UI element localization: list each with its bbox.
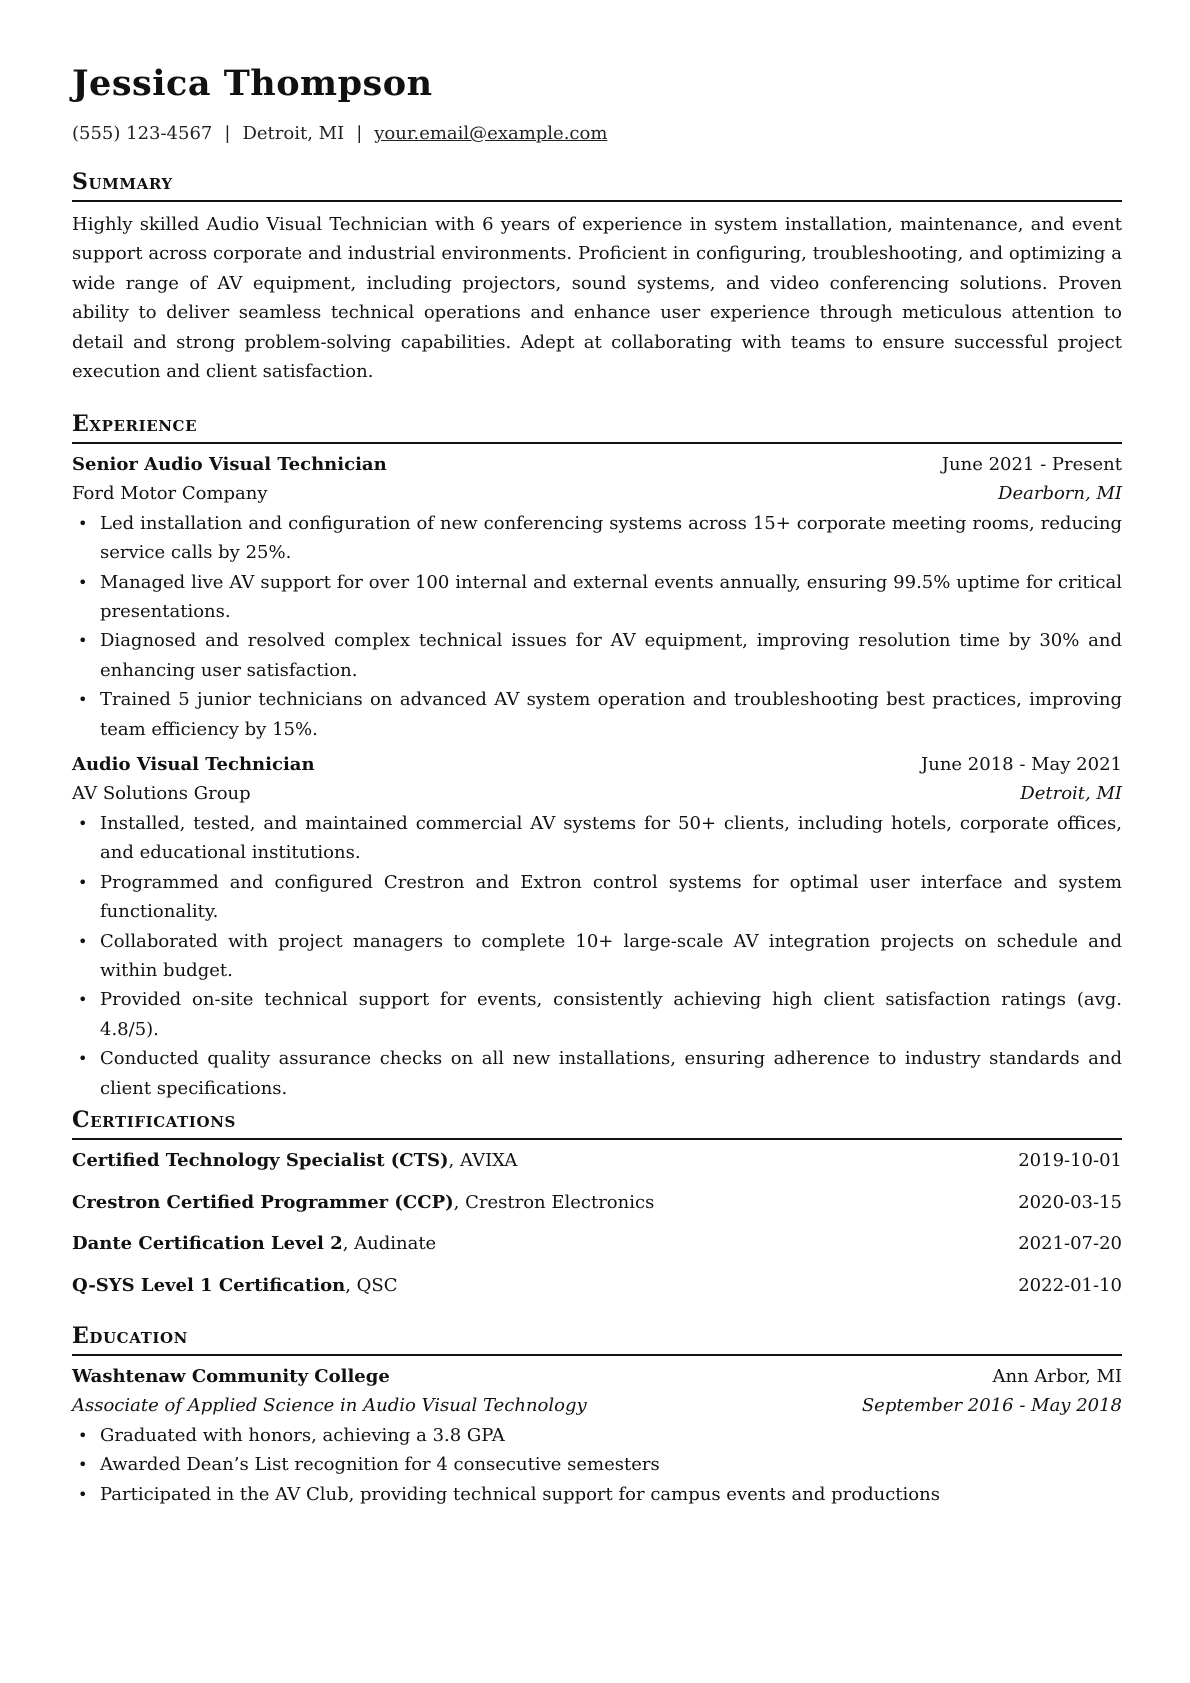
education-dates: September 2016 - May 2018: [861, 1395, 1122, 1417]
bullet-item: • Awarded Dean’s List recognition for 4 consecutive semesters: [72, 1450, 1122, 1479]
bullet-item: • Provided on-site technical support for events, consistently achieving high client satisfaction ratings (avg. 4.8/5).: [72, 985, 1122, 1044]
job-entry: [72, 750, 1122, 1103]
job-location: Detroit, MI: [1020, 783, 1122, 805]
bullet-item: • Graduated with honors, achieving a 3.8 GPA: [72, 1421, 1122, 1450]
job-company: AV Solutions Group: [72, 783, 251, 805]
cert-issuer: , QSC: [345, 1274, 398, 1296]
job-role: Audio Visual Technician: [72, 754, 315, 776]
cert-issuer: , Crestron Electronics: [453, 1191, 655, 1213]
bullet-item: • Managed live AV support for over 100 internal and external events annually, ensuring 99.5% uptime for critical presentations.: [72, 568, 1122, 627]
job-bullets: [72, 509, 1122, 744]
contact-line: [72, 122, 1122, 146]
separator: |: [356, 123, 363, 144]
job-role: Senior Audio Visual Technician: [72, 454, 387, 475]
school-location: Ann Arbor, MI: [992, 1366, 1122, 1387]
certification-row: [72, 1223, 1122, 1265]
job-dates: June 2018 - May 2021: [921, 754, 1122, 776]
cert-issuer: , AVIXA: [448, 1150, 518, 1171]
cert-date: 2022-01-10: [1018, 1274, 1122, 1296]
certification-row: [72, 1140, 1122, 1182]
section-title-summary: Summary: [72, 168, 1122, 202]
cert-name: Crestron Certified Programmer (CCP): [72, 1191, 454, 1213]
bullet-item: • Diagnosed and resolved complex technical issues for AV equipment, improving resolution time by 30% and enhancing user satisfaction.: [72, 626, 1122, 685]
cert-date: 2020-03-15: [1018, 1191, 1122, 1213]
bullet-item: • Trained 5 junior technicians on advanced AV system operation and troubleshooting best practices, improving team efficiency by 15%.: [72, 685, 1122, 744]
education-section: [72, 1322, 1122, 1509]
bullet-item: • Programmed and configured Crestron and Extron control systems for optimal user interface and system functionality.: [72, 868, 1122, 927]
cert-name: Certified Technology Specialist (CTS): [72, 1150, 449, 1171]
certification-row: [72, 1265, 1122, 1307]
cert-name: Dante Certification Level 2: [72, 1233, 343, 1254]
job-dates: June 2021 - Present: [941, 454, 1122, 475]
cert-name: Q-SYS Level 1 Certification: [72, 1274, 346, 1296]
location: Detroit, MI: [242, 123, 345, 144]
job-company: Ford Motor Company: [72, 483, 268, 505]
experience-section: [72, 410, 1122, 1103]
cert-date: 2019-10-01: [1018, 1150, 1122, 1171]
cert-issuer: , Audinate: [342, 1233, 437, 1254]
bullet-item: • Installed, tested, and maintained commercial AV systems for 50+ clients, including hotels, corporate offices, and educational institutions.: [72, 809, 1122, 868]
bullet-item: • Led installation and configuration of new conferencing systems across 15+ corporate meeting rooms, reducing service calls by 25%.: [72, 509, 1122, 568]
education-bullets: [72, 1421, 1122, 1509]
section-title-certifications: Certifications: [72, 1106, 1122, 1140]
certifications-section: [72, 1106, 1122, 1306]
job-bullets: [72, 809, 1122, 1103]
resume-page: [72, 58, 1122, 1505]
summary-text: Highly skilled Audio Visual Technician with 6 years of experience in system installation, maintenance, and event support across corporate and industrial environments. Proficient in configuring, troubleshooting, and optimizing a wide range of AV equipment, including projectors, sound systems, and video conferencing solutions. Proven ability to deliver seamless technical operations and enhance user experience through meticulous attention to detail and strong problem-solving capabilities. Adept at collaborating with teams to ensure successful project execution and client satisfaction.: [72, 214, 1122, 383]
certification-row: [72, 1182, 1122, 1224]
bullet-item: • Conducted quality assurance checks on all new installations, ensuring adherence to industry standards and client specifications.: [72, 1044, 1122, 1103]
section-title-experience: Experience: [72, 410, 1122, 444]
job-entry: [72, 450, 1122, 744]
job-location: Dearborn, MI: [998, 483, 1122, 505]
cert-date: 2021-07-20: [1018, 1233, 1122, 1254]
candidate-name: Jessica Thompson: [72, 63, 433, 104]
school-name: Washtenaw Community College: [72, 1366, 390, 1387]
separator: |: [224, 123, 231, 144]
phone: (555) 123-4567: [72, 123, 213, 144]
summary-section: [72, 168, 1122, 386]
email-link[interactable]: your.email@example.com: [374, 123, 608, 144]
section-title-education: Education: [72, 1322, 1122, 1356]
bullet-item: • Collaborated with project managers to complete 10+ large-scale AV integration projects on schedule and within budget.: [72, 927, 1122, 986]
degree: Associate of Applied Science in Audio Visual Technology: [72, 1395, 587, 1417]
bullet-item: • Participated in the AV Club, providing technical support for campus events and productions: [72, 1480, 1122, 1509]
